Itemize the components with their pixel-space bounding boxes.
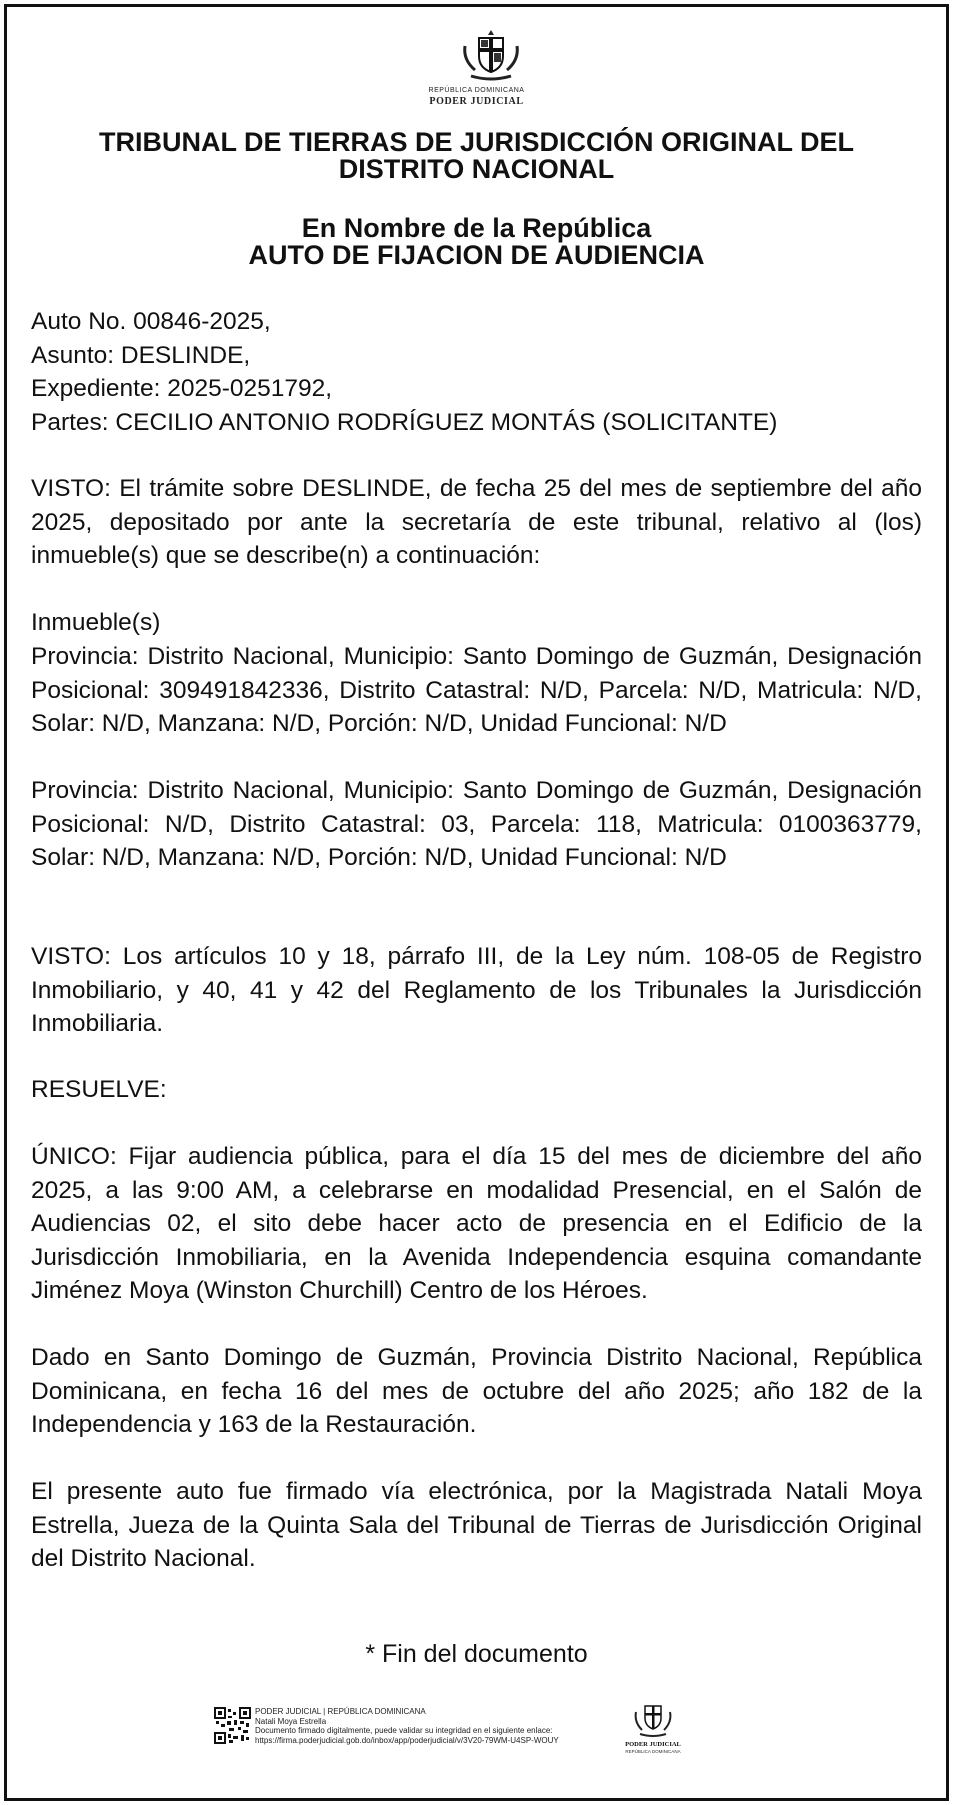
- document-type-heading: AUTO DE FIJACION DE AUDIENCIA: [248, 240, 705, 270]
- firma-paragraph: El presente auto fue firmado vía electrónica, por la Magistrada Natali Moya Estrella, Jueza de la Quinta Sala del Tribunal de Tierras de Jurisdicción Original del Distrito Nacional.: [31, 1478, 922, 1572]
- org-country-label: REPÚBLICA DOMINICANA: [428, 87, 525, 94]
- auto-number: Auto No. 00846-2025,: [31, 308, 271, 335]
- inmueble-item-2: Provincia: Distrito Nacional, Municipio: Santo Domingo de Guzmán, Designación Posicional: N/D, Distrito Catastral: 03, Parcela: 118, Matricula: 0100363779, Solar: N/D, Manzana: N/D, Porción: N/D, Unidad Funcional: N/D: [31, 777, 922, 871]
- unico-paragraph: ÚNICO: Fijar audiencia pública, para el día 15 del mes de diciembre del año 2025, a las 9:00 AM, a celebrarse en modalidad Presencial, en el Salón de Audiencias 02, el sito debe hacer acto de presencia en el Edificio de la Jurisdicción Inmobiliaria, en la Avenida Independencia esquina comandante Jiménez Moya (Winston Churchill) Centro de los Héroes.: [31, 1143, 922, 1304]
- inmueble-item-1: Provincia: Distrito Nacional, Municipio: Santo Domingo de Guzmán, Designación Posicional: 309491842336, Distrito Catastral: N/D, Parcela: N/D, Matricula: N/D, Solar: N/D, Manzana: N/D, Porción: N/D, Unidad Funcional: N/D: [31, 643, 922, 737]
- signature-note-line: Documento firmado digitalmente, puede validar su integridad en el siguiente enlace:: [255, 1726, 553, 1736]
- org-name-label: PODER JUDICIAL: [429, 96, 524, 107]
- partes: Partes: CECILIO ANTONIO RODRÍGUEZ MONTÁS (SOLICITANTE): [31, 408, 778, 436]
- case-info: [31, 305, 922, 439]
- footer-org-name: PODER JUDICIAL: [625, 1741, 681, 1748]
- signature-org-line: PODER JUDICIAL | REPÚBLICA DOMINICANA: [255, 1707, 426, 1716]
- signature-link[interactable]: https://firma.poderjudicial.gob.do/inbox/app/poderjudicial/v/3V20-79WM-U4SP-WOUY: [255, 1735, 559, 1745]
- visto-paragraph-2: VISTO: Los artículos 10 y 18, párrafo III, de la Ley núm. 108-05 de Registro Inmobiliario, y 40, 41 y 42 del Reglamento de los Tribunales la Jurisdicción Inmobiliaria.: [31, 943, 922, 1037]
- asunto: Asunto: DESLINDE,: [31, 341, 251, 369]
- court-title-line1: TRIBUNAL DE TIERRAS DE JURISDICCIÓN ORIGINAL DEL: [98, 127, 855, 157]
- signature-signer-line: Natali Moya Estrella: [255, 1716, 327, 1726]
- coat-of-arms-logo: [455, 26, 527, 86]
- expediente: Expediente: 2025-0251792,: [31, 375, 333, 402]
- resuelve-heading: RESUELVE:: [31, 1076, 167, 1103]
- inmuebles-heading: Inmueble(s): [31, 609, 161, 636]
- qr-code-icon: [214, 1707, 251, 1744]
- footer-coat-of-arms-logo: [630, 1700, 676, 1740]
- visto-paragraph-1: VISTO: El trámite sobre DESLINDE, de fecha 25 del mes de septiembre del año 2025, depositado por ante la secretaría de este tribunal, relativo al (los) inmueble(s) que se describe(n) a continuación:: [31, 475, 922, 569]
- republic-heading: En Nombre de la República: [301, 213, 652, 243]
- dado-paragraph: Dado en Santo Domingo de Guzmán, Provincia Distrito Nacional, República Dominicana, en fecha 16 del mes de octubre del año 2025; año 182 de la Independencia y 163 de la Restauración.: [31, 1344, 922, 1438]
- digital-signature-block: [255, 1707, 559, 1745]
- end-of-document-note: * Fin del documento: [365, 1640, 588, 1668]
- court-title-line2: DISTRITO NACIONAL: [338, 154, 615, 184]
- footer-org-country: REPÚBLICA DOMINICANA: [625, 1749, 681, 1754]
